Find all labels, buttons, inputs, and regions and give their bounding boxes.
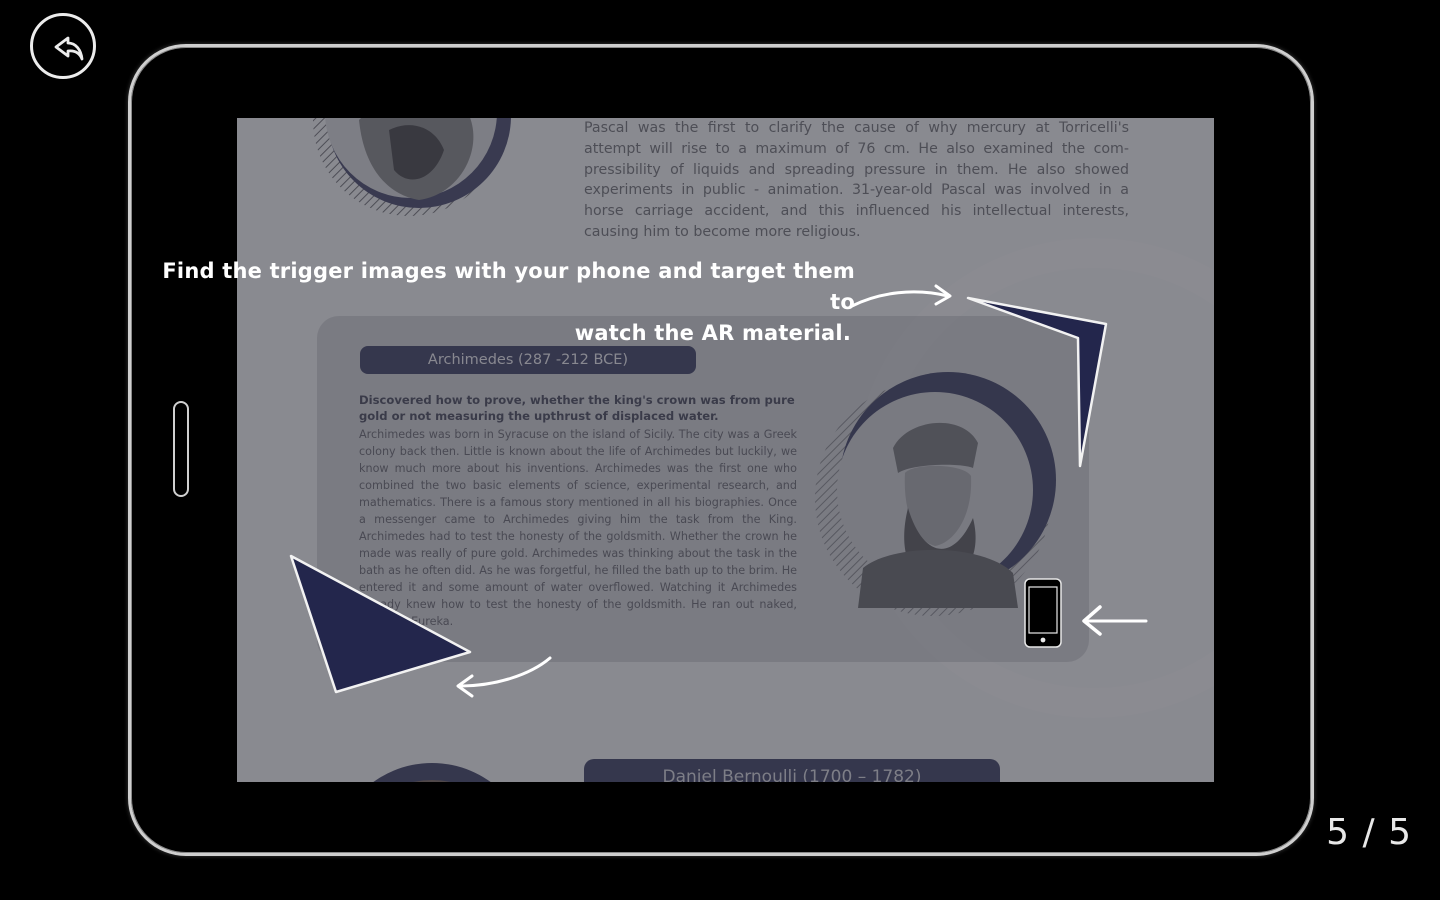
curved-arrow-icon: [460, 658, 550, 686]
page-current: 5: [1326, 812, 1351, 853]
instruction-line-2: watch the AR material.: [574, 321, 851, 345]
page-separator: /: [1362, 812, 1376, 853]
target-bracket-bottom-left: [291, 556, 470, 692]
instruction-line-1: Find the trigger images with your phone and target them to: [162, 259, 855, 314]
target-bracket-top-right: [968, 298, 1106, 466]
ar-instruction: [150, 256, 855, 349]
page-total: 5: [1388, 812, 1412, 853]
curved-arrow-icon: [852, 292, 948, 306]
page-counter: [1326, 812, 1412, 853]
smartphone-icon: [1023, 578, 1063, 648]
